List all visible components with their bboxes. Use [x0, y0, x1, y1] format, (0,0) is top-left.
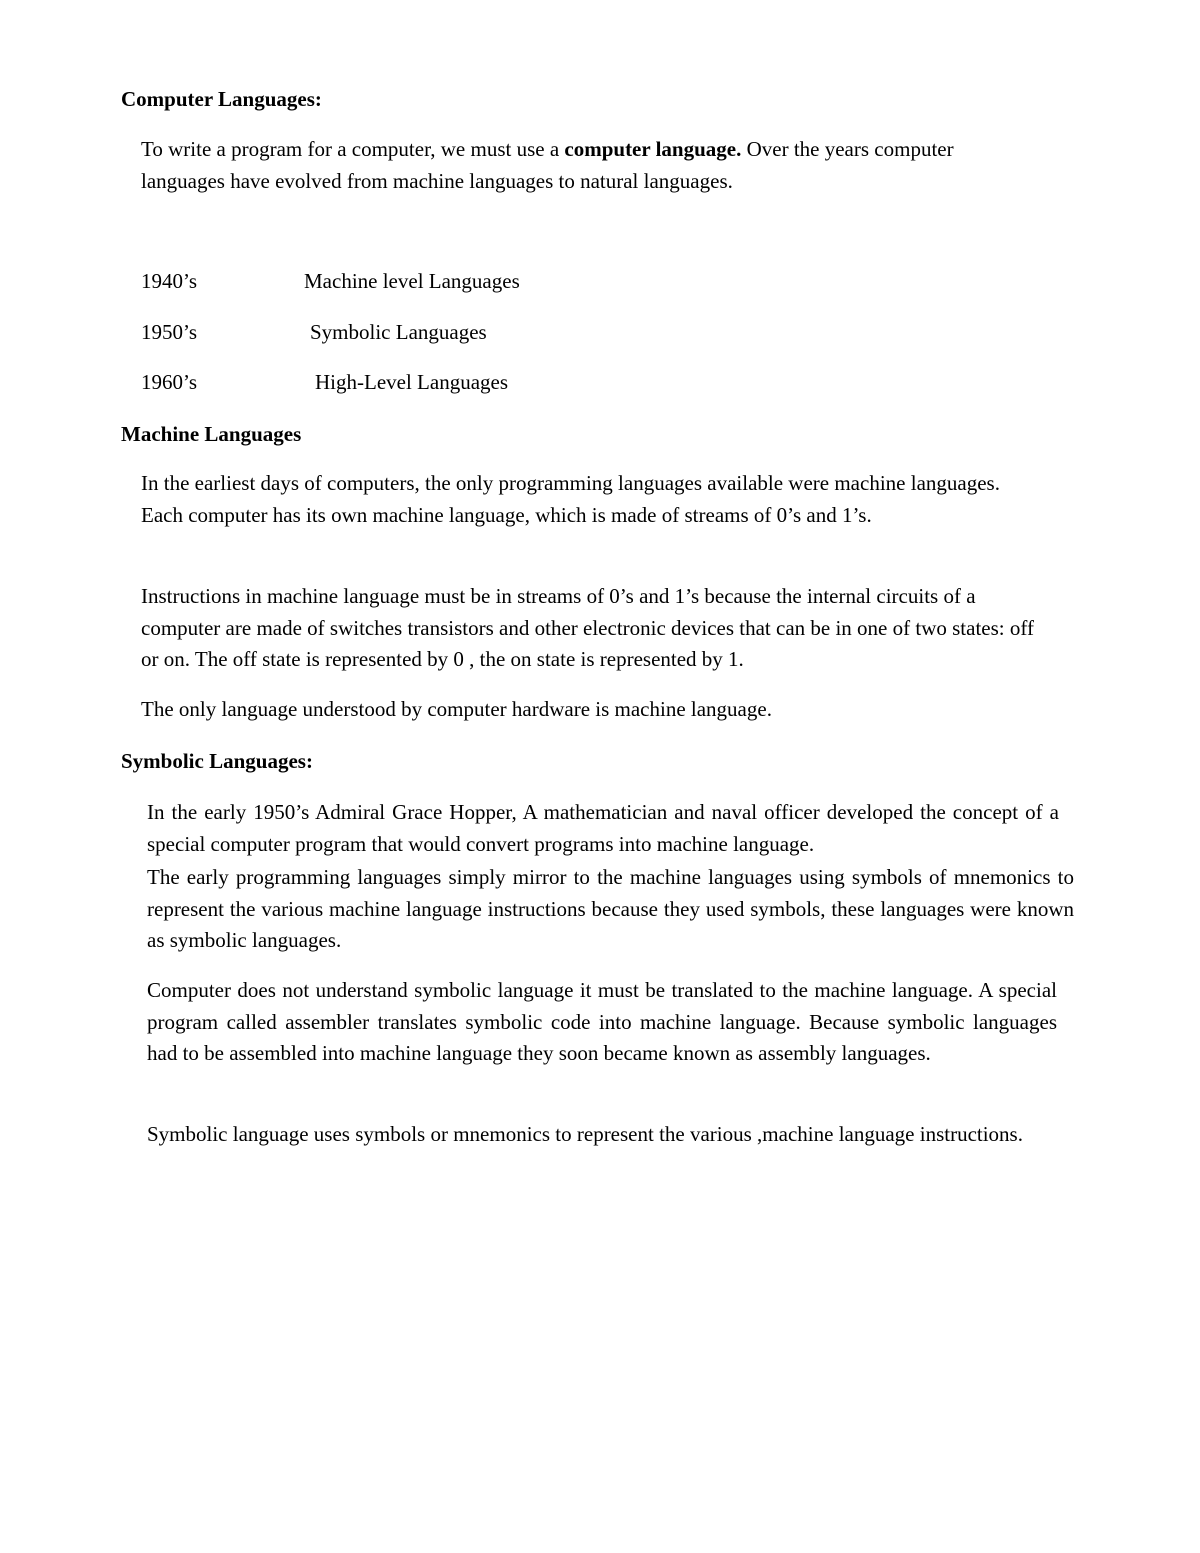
- heading-symbolic-languages: Symbolic Languages:: [121, 749, 313, 773]
- era-name: Machine level Languages: [304, 269, 520, 293]
- machine-paragraph-2: Instructions in machine language must be in streams of 0’s and 1’s because the internal circuits of a computer are made of switches transistors and other electronic devices that can be in one of two states: off or on. The off state is represented by 0 , the on state is represented by 1.: [141, 584, 1034, 671]
- heading-computer-languages: Computer Languages:: [121, 87, 322, 111]
- machine-paragraph-3: The only language understood by computer hardware is machine language.: [141, 697, 772, 721]
- intro-bold-term: computer language.: [564, 137, 742, 161]
- intro-text-before: To write a program for a computer, we must use a: [141, 137, 565, 161]
- era-year: 1940’s: [141, 269, 198, 293]
- era-year: 1950’s: [141, 320, 198, 344]
- heading-machine-languages: Machine Languages: [121, 422, 302, 446]
- era-year: 1960’s: [141, 370, 198, 394]
- era-row-1960s: [141, 370, 741, 396]
- symbolic-paragraph-1: In the early 1950’s Admiral Grace Hopper, A mathematician and naval officer developed the concept of a special computer program that would convert programs into machine language.: [147, 800, 1059, 856]
- machine-paragraph-1: In the earliest days of computers, the only programming languages available were machine languages. Each computer has its own machine language, which is made of streams of 0’s and 1’s.: [141, 471, 1000, 527]
- era-row-1940s: [141, 269, 741, 295]
- era-name: High-Level Languages: [315, 370, 509, 394]
- intro-text-after: Over the years computer languages have evolved from machine languages to natural languages.: [141, 137, 954, 193]
- intro-paragraph: [141, 134, 1001, 197]
- symbolic-paragraph-4: Symbolic language uses symbols or mnemonics to represent the various ,machine language instructions.: [147, 1122, 1023, 1146]
- era-row-1950s: [141, 320, 741, 346]
- era-name: Symbolic Languages: [310, 320, 487, 344]
- symbolic-paragraph-2: The early programming languages simply mirror to the machine languages using symbols of mnemonics to represent the various machine language instructions because they used symbols, these languages were known as symbolic languages.: [147, 865, 1074, 952]
- symbolic-paragraph-3: Computer does not understand symbolic language it must be translated to the machine language. A special program called assembler translates symbolic code into machine language. Because symbolic languages had to be assembled into machine language they soon became known as assembly languages.: [147, 978, 1057, 1065]
